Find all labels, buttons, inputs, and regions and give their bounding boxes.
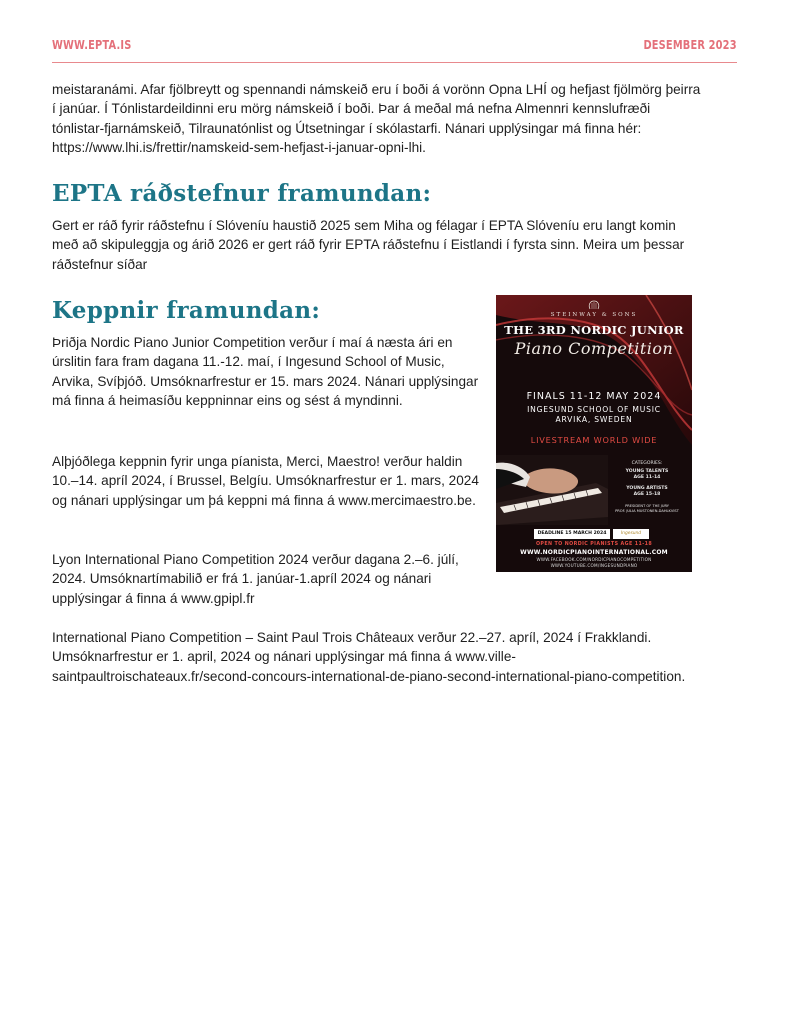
poster-deadline: DEADLINE 15 MARCH 2024 (534, 529, 610, 539)
poster-school: INGESUND SCHOOL OF MUSIC (527, 405, 661, 414)
poster-website: WWW.NORDICPIANOINTERNATIONAL.COM (520, 549, 668, 556)
poster-category-1-age: AGE 11-14 (633, 475, 661, 480)
intro-section (52, 80, 702, 158)
poster-jury-name: PROF. JULIA MUSTONEN-DAHLKVIST (615, 509, 679, 513)
poster-facebook: WWW.FACEBOOK.COM/NORDICPIANOCOMPETITION (536, 557, 652, 562)
poster-brand: STEINWAY & SONS (550, 312, 638, 318)
nordic-paragraph: Þriðja Nordic Piano Junior Competition verður í maí á næsta ári en úrslitin fara fram dagana 11.-12. maí, í Ingesund School of Music, Arvika, Svíþjóð. Umsóknarfrestur er 15. mars 2024. Nánari upplýsingar má finna á heimasíðu keppninnar eins og sést á myndinni. (52, 335, 479, 409)
keppnir-heading: Keppnir framundan: (52, 297, 321, 324)
piano-hands-icon (496, 455, 608, 525)
epta-paragraph: Gert er ráð fyrir ráðstefnu í Slóveníu haustið 2025 sem Miha og félagar í EPTA Slóveníu eru langt komin með að skipuleggja og árið 2026 er gert ráð fyrir EPTA ráðstefnu í Eistlandi í fyrsta sinn. Meira um þessar ráðstefnur síðar (52, 218, 685, 272)
poster-script-title: Piano Competition (514, 339, 674, 358)
steinway-lyre-icon (587, 300, 601, 310)
site-url[interactable]: WWW.EPTA.IS (52, 38, 132, 52)
poster-ingesund-logo: Ingesund (613, 529, 649, 539)
poster-finals: FINALS 11-12 MAY 2024 (526, 391, 662, 402)
poster-title: THE 3RD NORDIC JUNIOR (504, 323, 684, 337)
lyon-paragraph: Lyon International Piano Competition 2024 verður dagana 2.–6. júlí, 2024. Umsóknartímabilið er frá 1. janúar-1.apríl 2024 og nánari upplýsingar á finna á www.gpipl.fr (52, 552, 459, 606)
poster-city: ARVIKA, SWEDEN (555, 415, 633, 424)
poster-jury-label: PRESIDENT OF THE JURY (625, 504, 669, 508)
poster-open-to: OPEN TO NORDIC PIANISTS AGE 11-18 (535, 542, 653, 547)
epta-heading: EPTA ráðstefnur framundan: (52, 180, 432, 207)
poster-categories-label: CATEGORIES: (631, 461, 663, 466)
poster-category-1: YOUNG TALENTS (625, 469, 669, 474)
issue-date: DESEMBER 2023 (643, 38, 737, 52)
intro-paragraph: meistaranámi. Afar fjölbreytt og spennandi námskeið eru í boði á vorönn Opna LHÍ og hefjast fjölmörg þeirra í janúar. Í Tónlistardeildinni eru mörg námskeið í boði. Þar á meðal má nefna Almennri kennslufræði tónlistar-fjarnámskeið, Tilraunatónlist og Útsetningar í skólastarfi. Nánari upplýsingar má finna hér: https://www.lhi.is/frettir/namskeid-sem-hefjast-i-januar-opni-lhi. (52, 82, 701, 156)
poster-livestream: LIVESTREAM WORLD WIDE (530, 435, 658, 445)
poster-category-2-age: AGE 15-18 (633, 492, 661, 497)
merci-paragraph: Alþjóðlega keppnin fyrir unga píanista, Merci, Maestro! verður haldin 10.–14. apríl 2024, í Brussel, Belgíu. Umsóknarfrestur er 1. mars, 2024 og nánari upplýsingar um þá keppni má finna á www.mercimaestro.be. (52, 454, 479, 508)
page-header (52, 36, 737, 63)
poster-youtube: WWW.YOUTUBE.COM/INGESUNDPIANO (550, 563, 638, 568)
epta-section (52, 216, 702, 274)
competition-poster (496, 295, 692, 572)
poster-category-2: YOUNG ARTISTS (626, 486, 668, 491)
stpaul-paragraph: International Piano Competition – Saint Paul Trois Châteaux verður 22.–27. apríl, 2024 í Frakklandi. Umsóknarfrestur er 1. april, 2024 og nánari upplýsingar má finna á www.ville-saintpaultroischateaux.fr/second-concours-international-de-piano-second-international-piano-competition. (52, 630, 686, 684)
